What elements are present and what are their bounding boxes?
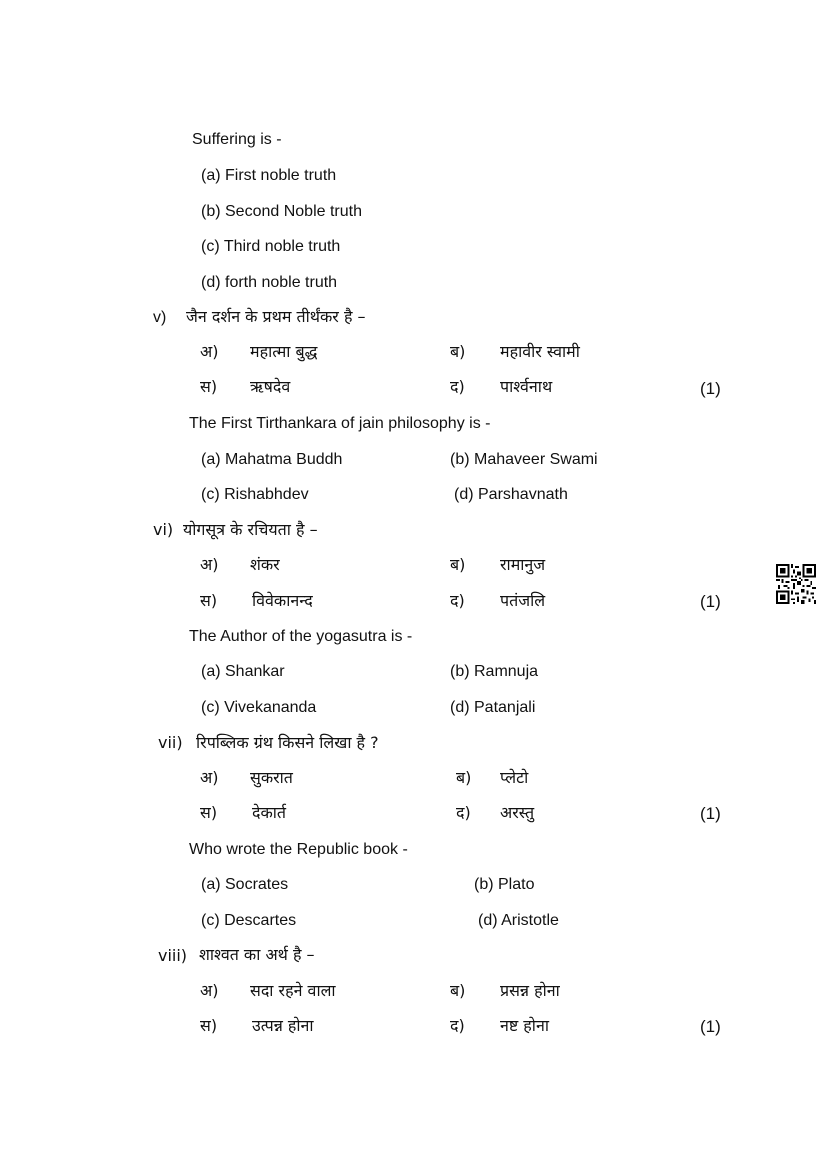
q-v-prompt-en: The First Tirthankara of jain philosophy is -	[189, 415, 491, 432]
q-vi-label-d: द)	[450, 591, 465, 610]
q-viii-option-b-hi: प्रसन्न होना	[500, 981, 560, 1000]
q-iv-option-d: (d) forth noble truth	[201, 274, 338, 291]
q-vii-label-d: द)	[456, 803, 471, 822]
q-v-marks: (1)	[700, 379, 721, 398]
q-vii-option-b-en: (b) Plato	[474, 876, 535, 893]
q-v-label-b: ब)	[450, 342, 466, 361]
q-vi-option-a-hi: शंकर	[250, 555, 280, 574]
q-vii-option-a-hi: सुकरात	[250, 768, 293, 787]
q-viii-number: viii)	[158, 946, 188, 965]
q-vi-label-c: स)	[200, 591, 218, 610]
q-v-label-d: द)	[450, 377, 465, 396]
q-vi-option-a-en: (a) Shankar	[201, 663, 285, 680]
q-vi-option-c-en: (c) Vivekananda	[201, 699, 317, 716]
q-vi-number: vi)	[153, 520, 174, 539]
q-vii-option-c-en: (c) Descartes	[201, 912, 297, 929]
q-v-label-a: अ)	[200, 342, 219, 361]
q-v-option-c-en: (c) Rishabhdev	[201, 486, 309, 503]
q-vii-option-a-en: (a) Socrates	[201, 876, 289, 893]
q-vii-label-c: स)	[200, 803, 218, 822]
q-iv-option-a: (a) First noble truth	[201, 167, 337, 184]
q-vi-label-a: अ)	[200, 555, 219, 574]
q-vii-option-d-hi: अरस्तु	[500, 803, 535, 822]
q-viii-option-c-hi: उत्पन्न होना	[252, 1016, 314, 1035]
q-v-option-d-en: (d) Parshavnath	[454, 486, 568, 503]
q-vi-option-c-hi: विवेकानन्द	[252, 591, 313, 610]
q-v-option-c-hi: ऋषदेव	[250, 377, 291, 396]
q-vii-option-c-hi: देकार्त	[252, 803, 287, 822]
qr-code-icon	[776, 564, 816, 604]
q-v-option-a-hi: महात्मा बुद्ध	[250, 342, 318, 361]
q-v-number: v)	[153, 309, 167, 326]
q-vii-marks: (1)	[700, 804, 721, 823]
q-vi-option-d-en: (d) Patanjali	[450, 699, 536, 716]
q-vii-label-b: ब)	[456, 768, 472, 787]
q-iv-option-b: (b) Second Noble truth	[201, 203, 362, 220]
q-v-prompt-hi: जैन दर्शन के प्रथम तीर्थंकर है –	[186, 307, 366, 326]
q-viii-prompt-hi: शाश्वत का अर्थ है –	[199, 945, 315, 964]
q-v-option-a-en: (a) Mahatma Buddh	[201, 451, 343, 468]
q-vi-option-b-hi: रामानुज	[500, 555, 546, 574]
q-vi-option-b-en: (b) Ramnuja	[450, 663, 539, 680]
q-viii-label-d: द)	[450, 1016, 465, 1035]
q-vii-option-d-en: (d) Aristotle	[478, 912, 559, 929]
q-vi-prompt-hi: योगसूत्र के रचियता है –	[183, 520, 318, 539]
q-viii-label-a: अ)	[200, 981, 219, 1000]
q-viii-label-c: स)	[200, 1016, 218, 1035]
q-vii-label-a: अ)	[200, 768, 219, 787]
q-vii-number: vii)	[158, 733, 183, 752]
q-vi-label-b: ब)	[450, 555, 466, 574]
q-viii-option-d-hi: नष्ट होना	[500, 1016, 549, 1035]
q-viii-label-b: ब)	[450, 981, 466, 1000]
q-v-label-c: स)	[200, 377, 218, 396]
q-v-option-d-hi: पार्श्वनाथ	[500, 377, 553, 396]
q-viii-option-a-hi: सदा रहने वाला	[250, 981, 336, 1000]
q-vi-marks: (1)	[700, 592, 721, 611]
q-v-option-b-hi: महावीर स्वामी	[500, 342, 580, 361]
q-vii-prompt-en: Who wrote the Republic book -	[189, 841, 408, 858]
q-vii-prompt-hi: रिपब्लिक ग्रंथ किसने लिखा है ?	[196, 733, 379, 752]
q-vi-option-d-hi: पतंजलि	[500, 591, 546, 610]
q-viii-marks: (1)	[700, 1017, 721, 1036]
q-iv-option-c: (c) Third noble truth	[201, 238, 341, 255]
q-iv-prompt-en: Suffering is -	[192, 131, 282, 148]
q-v-option-b-en: (b) Mahaveer Swami	[450, 451, 598, 468]
q-vi-prompt-en: The Author of the yogasutra is -	[189, 628, 413, 645]
q-vii-option-b-hi: प्लेटो	[500, 768, 529, 787]
